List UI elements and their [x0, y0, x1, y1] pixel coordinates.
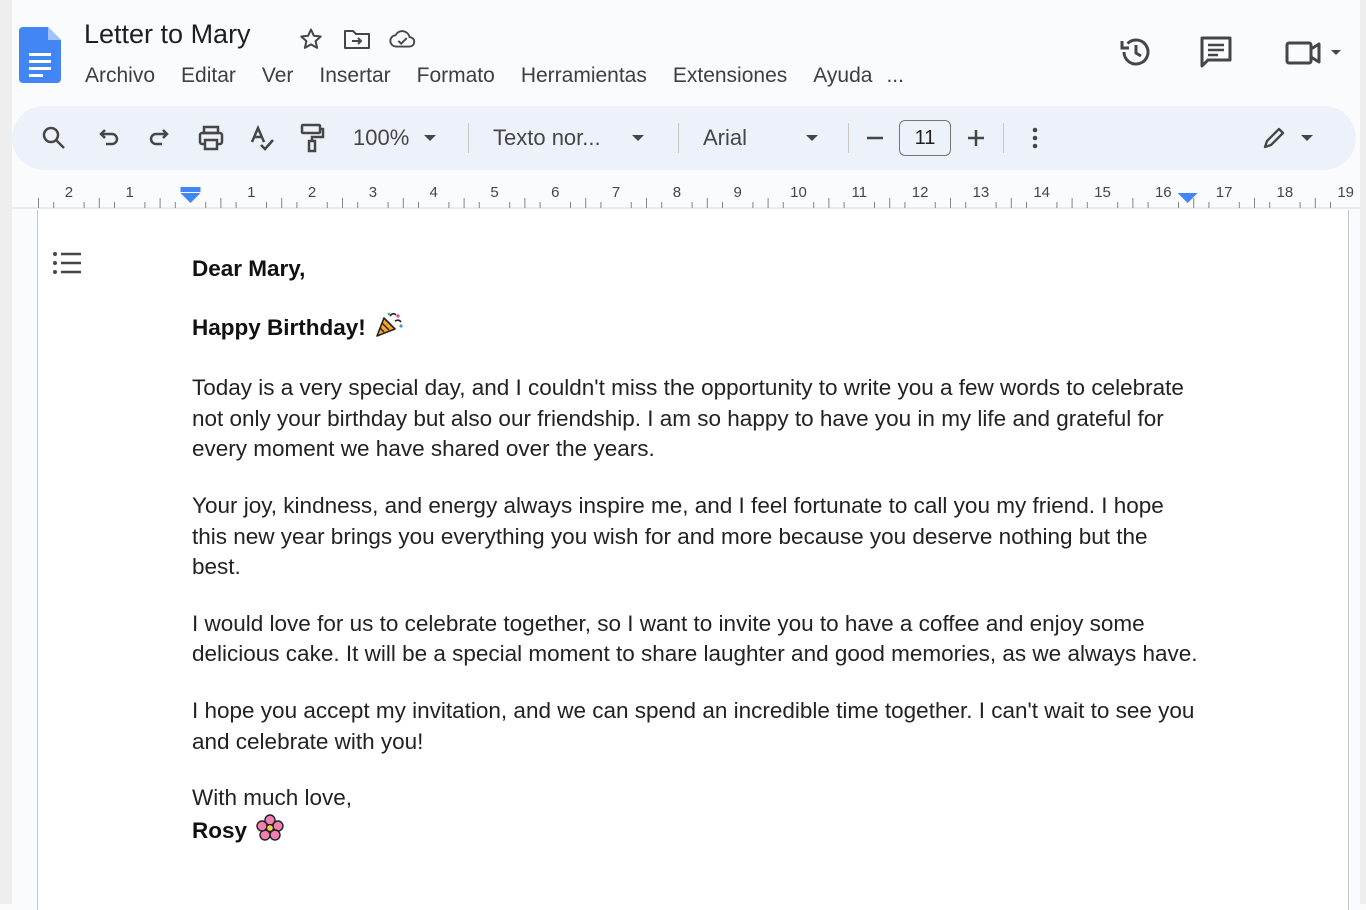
left-indent-marker[interactable] — [181, 193, 201, 203]
ruler-label: 6 — [551, 184, 560, 201]
paragraph-1: Today is a very special day, and I couldn't miss the opportunity to write you a few words to celebrate not only your birthday but also our friendship. I am so happy to have you in my life and grateful for every moment we have shared over the years. — [192, 375, 1184, 462]
font-size-value[interactable]: 11 — [899, 120, 951, 156]
ruler-label: 16 — [1154, 184, 1172, 201]
paint-format-icon[interactable] — [299, 106, 325, 170]
ruler-label: 2 — [307, 184, 317, 201]
ruler-label: 11 — [851, 184, 868, 201]
caret-down-icon — [805, 133, 819, 143]
style-value: Texto nor... — [493, 125, 601, 150]
meet-icon[interactable] — [1284, 34, 1342, 70]
ruler-label: 7 — [611, 184, 621, 201]
more-vert-icon[interactable] — [1028, 106, 1042, 170]
font-select[interactable] — [703, 106, 819, 170]
birthday-line — [192, 311, 1202, 348]
menu-ayuda[interactable]: Ayuda — [813, 64, 873, 87]
ruler-label: 17 — [1215, 184, 1233, 201]
move-to-folder-icon[interactable] — [342, 24, 372, 54]
ruler-label: 4 — [429, 184, 438, 201]
ruler-label: 3 — [368, 184, 378, 201]
ruler-label: 9 — [733, 184, 742, 201]
ruler-label: 10 — [790, 184, 807, 201]
flower-icon — [255, 814, 285, 851]
zoom-value: 100% — [353, 125, 410, 150]
closing: With much love, — [192, 785, 353, 811]
paragraph-4: I hope you accept my invitation, and we can spend an incredible time together. I can't wait to see you and celebrate with you! — [192, 697, 1195, 754]
ruler-label: 19 — [1337, 184, 1355, 201]
docs-logo-icon[interactable] — [19, 27, 61, 83]
first-line-indent-marker[interactable] — [181, 187, 201, 192]
toolbar-divider — [848, 123, 849, 153]
paragraph-3: I would love for us to celebrate together, so I want to invite you to have a coffee and enjoy some delicious cake. It will be a special moment to share laughter and good memories, as we always have. — [192, 610, 1198, 667]
ruler-label: 1 — [247, 184, 256, 201]
paragraph-2: Your joy, kindness, and energy always inspire me, and I feel fortunate to call you my friend. I hope this new year brings you everything you wish for and more because you deserve nothing but the best. — [192, 492, 1164, 580]
redo-icon[interactable] — [146, 106, 172, 170]
toolbar-divider — [468, 123, 469, 153]
cloud-saved-icon[interactable] — [388, 24, 418, 54]
ruler-label: 2 — [64, 184, 74, 201]
version-history-icon[interactable] — [1118, 34, 1154, 70]
birthday-text: Happy Birthday! — [192, 314, 366, 340]
ruler-label: 12 — [911, 184, 929, 201]
toolbar-divider — [1003, 123, 1004, 153]
minus-icon — [864, 127, 886, 149]
ruler-label: 15 — [1094, 184, 1111, 201]
increase-font-size-button[interactable] — [965, 106, 987, 170]
print-icon[interactable] — [197, 106, 225, 170]
menu-editar[interactable]: Editar — [181, 64, 236, 87]
ruler-label: 8 — [672, 184, 682, 201]
ruler-label: 14 — [1033, 184, 1051, 201]
edit-mode-icon[interactable] — [1260, 106, 1320, 170]
decrease-font-size-button[interactable] — [864, 106, 886, 170]
menu-more[interactable]: ... — [886, 64, 904, 87]
caret-down-icon — [631, 133, 645, 143]
menu-insertar[interactable]: Insertar — [319, 64, 391, 87]
comments-icon[interactable] — [1198, 34, 1234, 70]
font-value: Arial — [703, 125, 748, 150]
plus-icon — [965, 127, 987, 149]
font-size-field[interactable] — [899, 106, 951, 170]
ruler-label: 13 — [972, 184, 990, 201]
signature-line — [192, 814, 1202, 851]
star-icon[interactable] — [296, 24, 326, 54]
menu-ver[interactable]: Ver — [261, 64, 294, 87]
search-icon[interactable] — [40, 106, 68, 170]
toolbar-divider — [678, 123, 679, 153]
undo-icon[interactable] — [96, 106, 122, 170]
right-indent-marker[interactable] — [1178, 193, 1198, 203]
menu-formato[interactable]: Formato — [416, 64, 495, 87]
ruler-label: 5 — [490, 184, 499, 201]
ruler[interactable] — [12, 178, 1360, 210]
signature: Rosy — [192, 817, 248, 843]
toolbar — [12, 106, 1356, 170]
window-right-edge — [1360, 0, 1366, 904]
document-outline-icon[interactable] — [52, 250, 84, 283]
ruler-label: 1 — [125, 184, 134, 201]
document-title[interactable]: Letter to Mary — [84, 19, 251, 49]
menu-herramientas[interactable]: Herramientas — [520, 64, 647, 87]
menu-archivo[interactable]: Archivo — [85, 64, 156, 87]
zoom-select[interactable] — [353, 106, 437, 170]
ruler-label: 18 — [1276, 184, 1294, 201]
spellcheck-icon[interactable] — [248, 106, 276, 170]
window-left-edge — [0, 0, 12, 904]
style-select[interactable] — [493, 106, 645, 170]
menu-extensiones[interactable]: Extensiones — [672, 64, 788, 87]
caret-down-icon — [423, 133, 437, 143]
party-popper-icon — [374, 311, 404, 348]
greeting: Dear Mary, — [192, 256, 306, 281]
document-body[interactable] — [192, 254, 1202, 850]
